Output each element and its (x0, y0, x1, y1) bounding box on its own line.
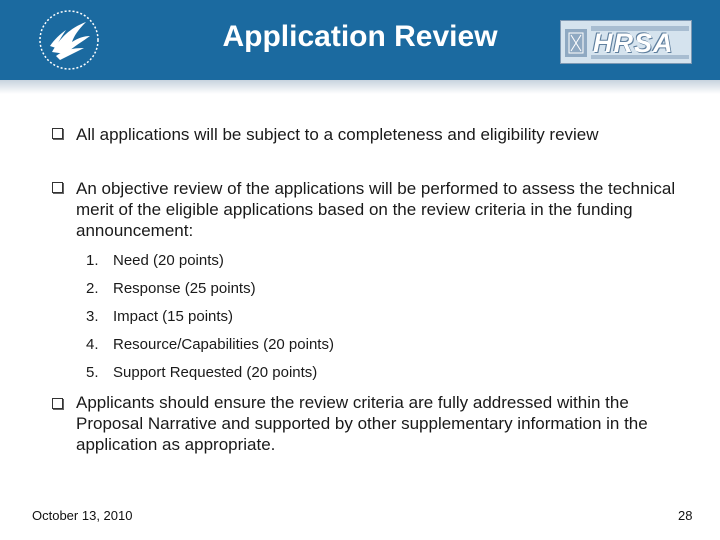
criteria-label: Response (25 points) (113, 280, 256, 297)
bullet-text-objective-review: An objective review of the applications will be performed to assess the technical merit of the eligible applications based on the review criteria in the funding announcement: (76, 179, 676, 240)
criteria-number: 4. (86, 336, 99, 353)
bullet-text-applicants: Applicants should ensure the review criteria are fully addressed within the Proposal Narrative and supported by other supplementary information in the application as appropriate. (76, 393, 648, 454)
criteria-number: 5. (86, 364, 99, 381)
header-shadow (0, 80, 720, 94)
bullet-text-completeness: All applications will be subject to a completeness and eligibility review (76, 125, 599, 144)
page-title: Application Review (222, 20, 498, 53)
page-number: 28 (678, 508, 693, 523)
criteria-label: Support Requested (20 points) (113, 364, 318, 381)
criteria-number: 1. (86, 252, 99, 269)
footer-date: October 13, 2010 (32, 508, 133, 523)
hrsa-logo (560, 20, 692, 64)
criteria-label: Resource/Capabilities (20 points) (113, 336, 334, 353)
criteria-number: 2. (86, 280, 99, 297)
bullet-marker (52, 396, 63, 414)
header-bar (0, 0, 720, 80)
criteria-number: 3. (86, 308, 99, 325)
bullet-marker (52, 180, 63, 198)
criteria-label: Impact (15 points) (113, 308, 234, 325)
hrsa-logo-text: HRSA (593, 28, 674, 58)
criteria-label: Need (20 points) (113, 252, 224, 269)
bullet-marker (52, 126, 63, 144)
